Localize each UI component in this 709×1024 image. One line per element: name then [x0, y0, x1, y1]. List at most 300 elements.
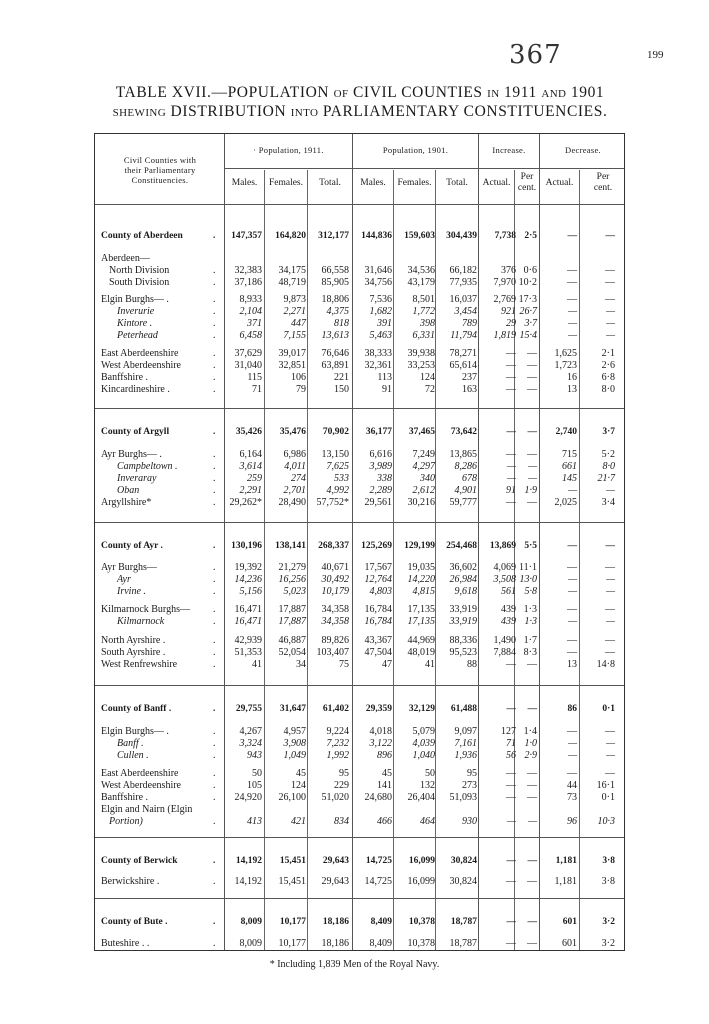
table-cell: — — [567, 277, 577, 288]
table-cell: 5,463 — [369, 330, 392, 341]
table-cell: 24,920 — [234, 792, 262, 803]
table-cell: 0·6 — [523, 265, 537, 276]
county-total-row — [95, 703, 626, 715]
table-row — [95, 461, 626, 473]
leader-dot: . — [213, 876, 216, 887]
table-cell: 2·9 — [524, 750, 537, 761]
table-cell: 11·1 — [519, 562, 537, 573]
table-cell: 447 — [291, 318, 306, 329]
table-cell: 6,331 — [412, 330, 435, 341]
table-cell: 159,603 — [404, 231, 435, 241]
county-total-row — [95, 540, 626, 552]
table-cell: 7,738 — [494, 231, 516, 241]
table-cell: 2,612 — [412, 485, 435, 496]
table-cell: — — [506, 497, 516, 508]
row-label: Berwickshire . — [101, 876, 160, 887]
table-row — [95, 473, 626, 485]
table-cell: 147,357 — [231, 231, 262, 241]
table-cell: 789 — [462, 318, 477, 329]
table-cell: 715 — [562, 449, 577, 460]
row-label: Inverurie — [117, 306, 155, 317]
table-cell: 31,647 — [279, 704, 306, 714]
table-cell: 47 — [382, 659, 392, 670]
table-cell: 338 — [377, 473, 392, 484]
table-cell: — — [527, 704, 537, 714]
leader-dot: . — [213, 473, 216, 484]
table-cell: 18,787 — [449, 938, 477, 949]
table-cell: 103,407 — [316, 647, 349, 658]
table-cell: 88 — [467, 659, 477, 670]
table-cell: 79 — [296, 384, 306, 395]
row-label: Campbeltown . — [117, 461, 178, 472]
row-label: South Ayrshire . — [101, 647, 166, 658]
table-cell: 72 — [425, 384, 435, 395]
table-cell: — — [605, 604, 615, 615]
row-label: West Aberdeenshire — [101, 780, 181, 791]
header-decrease-per: Per — [596, 172, 610, 182]
table-cell: — — [605, 541, 615, 551]
table-cell: — — [605, 277, 615, 288]
table-cell: 3·7 — [602, 427, 615, 437]
table-cell: 40,671 — [321, 562, 349, 573]
table-cell: 376 — [501, 265, 516, 276]
table-cell: 47,504 — [364, 647, 392, 658]
row-label: Kilmarnock Burghs— — [101, 604, 190, 615]
table-row — [95, 804, 626, 816]
table-cell: 8,409 — [369, 938, 392, 949]
table-cell: 10,179 — [321, 586, 349, 597]
table-cell: 56 — [506, 750, 516, 761]
leader-dot: . — [213, 384, 216, 395]
table-cell: — — [567, 265, 577, 276]
leader-dot: . — [213, 306, 216, 317]
table-cell: — — [527, 449, 537, 460]
table-row — [95, 562, 626, 574]
table-cell: 105 — [247, 780, 262, 791]
table-cell: 2,025 — [554, 497, 577, 508]
table-cell: 1,181 — [554, 876, 577, 887]
row-label: Banff . — [117, 738, 144, 749]
table-cell: 1,936 — [454, 750, 477, 761]
table-row — [95, 265, 626, 277]
table-row — [95, 372, 626, 384]
table-cell: — — [506, 360, 516, 371]
table-cell: 8,409 — [370, 917, 392, 927]
header-increase-actual: Actual. — [482, 178, 511, 188]
table-cell: 71 — [506, 738, 516, 749]
leader-dot: . — [213, 265, 216, 276]
table-row — [95, 253, 626, 265]
leader-dot: . — [213, 277, 216, 288]
table-cell: 113 — [377, 372, 392, 383]
table-cell: 3,324 — [239, 738, 262, 749]
table-cell: — — [506, 704, 516, 714]
table-cell: 51,353 — [234, 647, 262, 658]
table-cell: 73,642 — [450, 427, 477, 437]
row-label: South Division — [109, 277, 170, 288]
table-cell: 52,054 — [278, 647, 306, 658]
table-cell: 16,099 — [407, 876, 435, 887]
table-row — [95, 647, 626, 659]
table-cell: 1·0 — [524, 738, 537, 749]
table-cell: — — [606, 485, 615, 496]
table-cell: 26,404 — [407, 792, 435, 803]
row-label: County of Banff . — [101, 704, 172, 714]
table-cell: — — [507, 473, 516, 484]
footnote: * Including 1,839 Men of the Royal Navy. — [269, 959, 440, 970]
leader-dot: . — [213, 816, 216, 827]
table-cell: 36,177 — [365, 427, 392, 437]
table-cell: 3·2 — [601, 938, 615, 949]
row-label: Kincardineshire . — [101, 384, 170, 395]
table-cell: 17,567 — [364, 562, 392, 573]
table-cell: 10,177 — [278, 938, 306, 949]
table-cell: — — [528, 816, 537, 827]
table-cell: — — [506, 768, 516, 779]
header-decrease: Decrease. — [565, 145, 601, 155]
table-cell: 130,196 — [231, 541, 262, 551]
table-cell: 61,402 — [322, 704, 349, 714]
row-label: East Aberdeenshire — [101, 348, 179, 359]
header-total-1901: Total. — [446, 178, 468, 188]
table-row — [95, 294, 626, 306]
table-row — [95, 497, 626, 509]
leader-dot: . — [213, 318, 216, 329]
table-cell: 115 — [247, 372, 262, 383]
table-cell: 930 — [462, 816, 477, 827]
table-cell: 39,938 — [407, 348, 435, 359]
table-cell: 91 — [382, 384, 392, 395]
table-cell: 45 — [382, 768, 392, 779]
table-cell: 8·0 — [601, 384, 615, 395]
leader-dot: . — [213, 586, 216, 597]
table-cell: 16·1 — [596, 780, 615, 791]
table-cell: 7,249 — [412, 449, 435, 460]
table-cell: — — [506, 876, 516, 887]
table-cell: 6,616 — [369, 449, 392, 460]
table-cell: 5·2 — [601, 449, 615, 460]
table-cell: 76,646 — [321, 348, 349, 359]
table-cell: 221 — [334, 372, 349, 383]
table-cell: 9,618 — [454, 586, 477, 597]
table-cell: 51,020 — [321, 792, 349, 803]
table-cell: 35,476 — [279, 427, 306, 437]
table-cell: 106 — [291, 372, 306, 383]
table-cell: 21·7 — [597, 473, 615, 484]
table-cell: 466 — [377, 816, 392, 827]
table-cell: 24,680 — [364, 792, 392, 803]
row-label: West Aberdeenshire — [101, 360, 181, 371]
leader-dot: . — [213, 348, 216, 359]
leader-dot: . — [213, 780, 216, 791]
table-cell: 65,614 — [449, 360, 477, 371]
table-cell: — — [506, 659, 516, 670]
leader-dot: . — [213, 647, 216, 658]
table-cell: 4,992 — [326, 485, 349, 496]
table-cell: 464 — [420, 816, 435, 827]
table-cell: 85,905 — [321, 277, 349, 288]
table-cell: 28,490 — [278, 497, 306, 508]
table-cell: 32,129 — [408, 704, 435, 714]
table-cell: 0·1 — [602, 704, 615, 714]
table-cell: 5,156 — [239, 586, 262, 597]
table-cell: 95 — [467, 768, 477, 779]
table-cell: — — [606, 318, 615, 329]
table-cell: 4,957 — [283, 726, 306, 737]
table-cell: — — [567, 562, 577, 573]
table-cell: — — [567, 541, 577, 551]
table-cell: 31,646 — [364, 265, 392, 276]
table-cell: 31,040 — [234, 360, 262, 371]
table-cell: — — [527, 360, 537, 371]
table-cell: 35,426 — [235, 427, 262, 437]
table-cell: — — [605, 768, 615, 779]
table-cell: 818 — [334, 318, 349, 329]
table-cell: — — [606, 330, 615, 341]
table-cell: 304,439 — [446, 231, 477, 241]
table-cell: 29,262* — [229, 497, 262, 508]
table-cell: 2·5 — [524, 231, 537, 241]
county-total-row — [95, 916, 626, 928]
table-cell: — — [606, 738, 615, 749]
table-cell: 11,794 — [450, 330, 477, 341]
table-row — [95, 780, 626, 792]
table-cell: 34,756 — [364, 277, 392, 288]
table-cell: 237 — [462, 372, 477, 383]
table-cell: 3,908 — [283, 738, 306, 749]
table-cell: — — [606, 574, 615, 585]
leader-dot: . — [213, 497, 216, 508]
table-cell: 16,784 — [364, 604, 392, 615]
table-cell: 13,865 — [449, 449, 477, 460]
table-cell: 7,536 — [369, 294, 392, 305]
table-cell: 125,269 — [361, 541, 392, 551]
row-label: Banffshire . — [101, 792, 149, 803]
table-cell: 18,787 — [450, 917, 477, 927]
table-cell: 18,186 — [322, 917, 349, 927]
table-cell: 4,803 — [369, 586, 392, 597]
table-cell: — — [568, 616, 577, 627]
table-cell: 3·2 — [602, 917, 615, 927]
table-cell: 15·4 — [519, 330, 537, 341]
table-cell: 2,104 — [239, 306, 262, 317]
leader-dot: . — [213, 485, 216, 496]
table-cell: 13,869 — [489, 541, 516, 551]
table-row — [95, 360, 626, 372]
table-cell: 43,179 — [407, 277, 435, 288]
row-label: North Division — [109, 265, 170, 276]
table-cell: 8·0 — [602, 461, 615, 472]
table-cell: 1,490 — [493, 635, 516, 646]
table-cell: 29 — [506, 318, 516, 329]
table-cell: 15,451 — [279, 856, 306, 866]
table-cell: 9,097 — [454, 726, 477, 737]
table-cell: 34 — [296, 659, 306, 670]
table-cell: — — [605, 265, 615, 276]
table-row — [95, 768, 626, 780]
table-row — [95, 348, 626, 360]
table-cell: — — [606, 616, 615, 627]
table-cell: 561 — [501, 586, 516, 597]
table-cell: 340 — [420, 473, 435, 484]
table-cell: 391 — [377, 318, 392, 329]
table-cell: 1·9 — [524, 485, 537, 496]
table-cell: 39,017 — [278, 348, 306, 359]
page-number-large: 367 — [509, 40, 562, 70]
table-cell: 5·5 — [524, 541, 537, 551]
table-row — [95, 384, 626, 396]
table-cell: 1,819 — [493, 330, 516, 341]
row-label: Oban — [117, 485, 140, 496]
table-cell: — — [527, 917, 537, 927]
leader-dot: . — [213, 574, 216, 585]
header-females-1901: Females. — [397, 178, 432, 188]
table-cell: 132 — [420, 780, 435, 791]
table-cell: 14,220 — [407, 574, 435, 585]
table-cell: 7,155 — [283, 330, 306, 341]
table-cell: 7,970 — [493, 277, 516, 288]
table-row — [95, 604, 626, 616]
table-cell: 14,236 — [234, 574, 262, 585]
table-cell: 14,725 — [365, 856, 392, 866]
table-cell: 36,602 — [449, 562, 477, 573]
leader-dot: . — [213, 562, 216, 573]
leader-dot: . — [213, 231, 216, 241]
row-label: County of Berwick — [101, 856, 178, 866]
table-cell: — — [605, 635, 615, 646]
table-cell: 91 — [506, 485, 516, 496]
county-total-row — [95, 230, 626, 242]
table-cell: 32,361 — [364, 360, 392, 371]
table-cell: 4,039 — [412, 738, 435, 749]
table-cell: 34,175 — [278, 265, 306, 276]
row-label: County of Argyll — [101, 427, 170, 437]
table-cell: 124 — [291, 780, 306, 791]
table-cell: 17,135 — [407, 616, 435, 627]
table-cell: — — [605, 647, 615, 658]
table-cell: 17,887 — [278, 616, 306, 627]
table-cell: — — [528, 461, 537, 472]
table-cell: 661 — [562, 461, 577, 472]
table-cell: 30,492 — [321, 574, 349, 585]
table-cell: — — [606, 750, 615, 761]
table-cell: 66,182 — [449, 265, 477, 276]
table-cell: 5,079 — [412, 726, 435, 737]
row-label: North Ayrshire . — [101, 635, 166, 646]
row-label: Inveraray — [117, 473, 157, 484]
table-cell: 124 — [420, 372, 435, 383]
table-cell: 34,358 — [321, 616, 349, 627]
table-cell: 95 — [339, 768, 349, 779]
table-cell: 38,333 — [364, 348, 392, 359]
table-cell: 17·3 — [518, 294, 537, 305]
table-cell: 26,984 — [449, 574, 477, 585]
table-cell: 8,009 — [239, 938, 262, 949]
table-cell: 10,177 — [279, 917, 306, 927]
table-cell: 2,271 — [283, 306, 306, 317]
table-row — [95, 726, 626, 738]
leader-dot: . — [213, 604, 216, 615]
table-cell: 18,186 — [321, 938, 349, 949]
table-cell: 413 — [247, 816, 262, 827]
header-males-1901: Males. — [360, 178, 386, 188]
leader-dot: . — [213, 738, 216, 749]
table-cell: 150 — [334, 384, 349, 395]
leader-dot: . — [213, 360, 216, 371]
table-cell: 229 — [334, 780, 349, 791]
leader-dot: . — [213, 938, 216, 949]
table-cell: 6,458 — [239, 330, 262, 341]
table-cell: 32,851 — [278, 360, 306, 371]
table-cell: — — [506, 427, 516, 437]
table-cell: 421 — [291, 816, 306, 827]
row-label: County of Bute . — [101, 917, 168, 927]
table-cell: 13 — [567, 384, 577, 395]
table-cell: 41 — [425, 659, 435, 670]
table-cell: 14,192 — [234, 876, 262, 887]
table-cell: 71 — [252, 384, 262, 395]
table-row — [95, 574, 626, 586]
table-cell: — — [567, 604, 577, 615]
table-cell: 50 — [252, 768, 262, 779]
table-cell: 29,359 — [365, 704, 392, 714]
header-decrease-cent: cent. — [593, 183, 613, 193]
table-cell: 44,969 — [407, 635, 435, 646]
leader-dot: . — [213, 541, 216, 551]
table-cell: — — [527, 768, 537, 779]
table-cell: 63,891 — [321, 360, 349, 371]
table-cell: — — [506, 938, 516, 949]
table-cell: 129,199 — [404, 541, 435, 551]
table-cell: 0·1 — [601, 792, 615, 803]
table-cell: 1·3 — [524, 616, 537, 627]
table-cell: 30,216 — [407, 497, 435, 508]
table-cell: 2,291 — [239, 485, 262, 496]
table-cell: — — [606, 586, 615, 597]
table-cell: 37,186 — [234, 277, 262, 288]
table-cell: 268,337 — [318, 541, 349, 551]
table-cell: — — [506, 384, 516, 395]
table-cell: 10,378 — [407, 938, 435, 949]
table-cell: 10·3 — [597, 816, 615, 827]
table-cell: — — [527, 372, 537, 383]
row-label: Ayr Burghs— . — [101, 449, 162, 460]
header-increase-cent: cent. — [517, 183, 537, 193]
header-males-1911: Males. — [231, 178, 258, 188]
table-cell: 13 — [567, 659, 577, 670]
table-cell: 16,471 — [234, 604, 262, 615]
leader-dot: . — [213, 294, 216, 305]
table-row — [95, 485, 626, 497]
table-cell: 61,488 — [450, 704, 477, 714]
table-cell: 4,375 — [326, 306, 349, 317]
table-cell: 9,224 — [326, 726, 349, 737]
table-cell: 4,901 — [454, 485, 477, 496]
leader-dot: . — [213, 616, 216, 627]
table-cell: 46,887 — [278, 635, 306, 646]
leader-dot: . — [213, 461, 216, 472]
table-cell: 37,465 — [408, 427, 435, 437]
table-cell: 57,752* — [316, 497, 349, 508]
table-cell: — — [567, 635, 577, 646]
table-cell: 5·8 — [524, 586, 537, 597]
row-label: County of Aberdeen — [101, 231, 183, 241]
table-cell: — — [506, 917, 516, 927]
leader-dot: . — [213, 726, 216, 737]
leader-dot: . — [213, 372, 216, 383]
table-cell: 30,824 — [450, 856, 477, 866]
table-cell: — — [567, 647, 577, 658]
